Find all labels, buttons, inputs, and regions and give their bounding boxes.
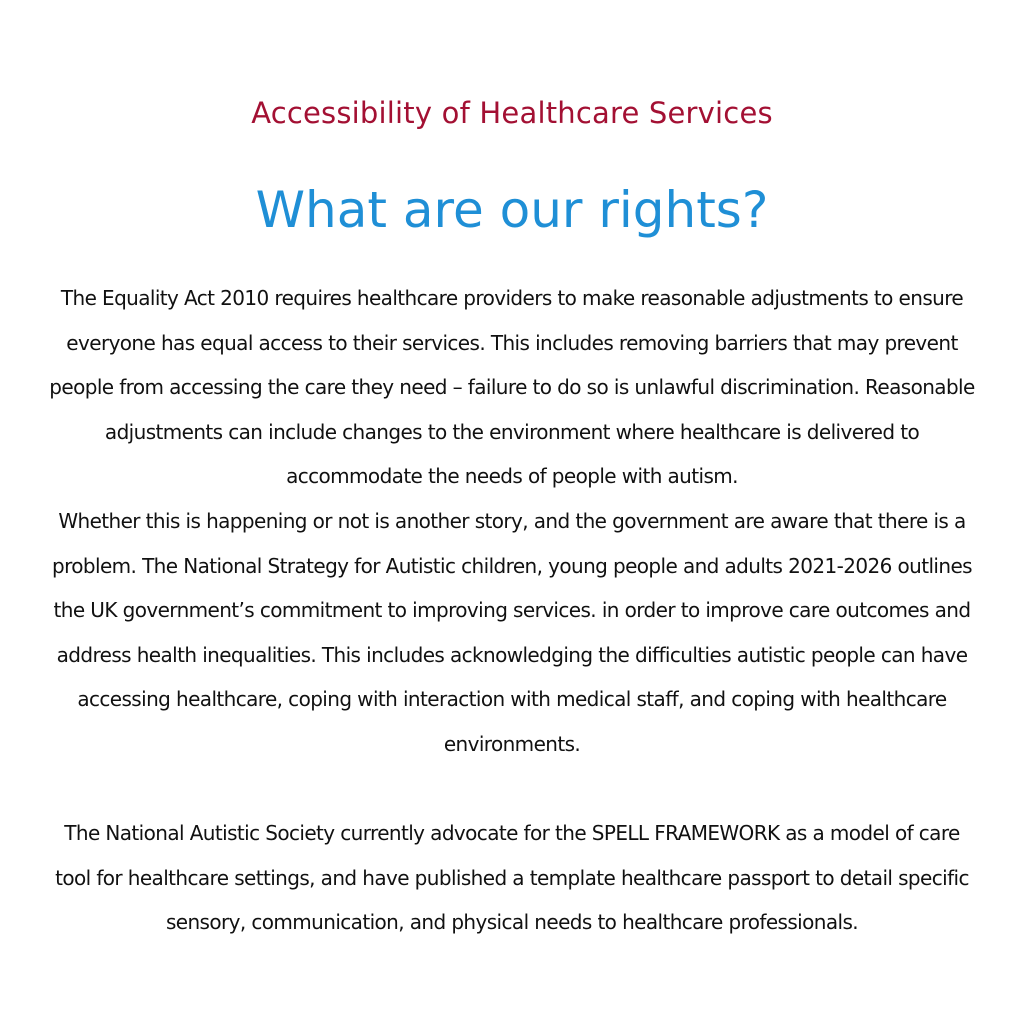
page-title: What are our rights?: [255, 181, 769, 239]
paragraph-equality-act: The Equality Act 2010 requires healthcare providers to make reasonable adjustments to ensure everyone has equal access to their services. This includes removing barriers that may prevent people from accessing the care they need – failure to do so is unlawful discrimination. Reasonable adjustments can include changes to the environment where healthcare is delivered to accommodate the needs of people with autism.: [49, 286, 975, 489]
paragraph-national-strategy: Whether this is happening or not is another story, and the government are aware that there is a problem. The National Strategy for Autistic children, young people and adults 2021-2026 outlines the UK government’s commitment to improving services. in order to improve care outcomes and address health inequalities. This includes acknowledging the difficulties autistic people can have accessing healthcare, coping with interaction with medical staff, and coping with healthcare environments.: [52, 508, 972, 756]
body-text: [44, 276, 980, 945]
paragraph-national-autistic-society: The National Autistic Society currently advocate for the SPELL FRAMEWORK as a model of care tool for healthcare settings, and have published a template healthcare passport to detail specific sensory, communication, and physical needs to healthcare professionals.: [55, 821, 969, 935]
paragraph-spacer: [44, 767, 980, 812]
page-subtitle: Accessibility of Healthcare Services: [251, 96, 773, 130]
